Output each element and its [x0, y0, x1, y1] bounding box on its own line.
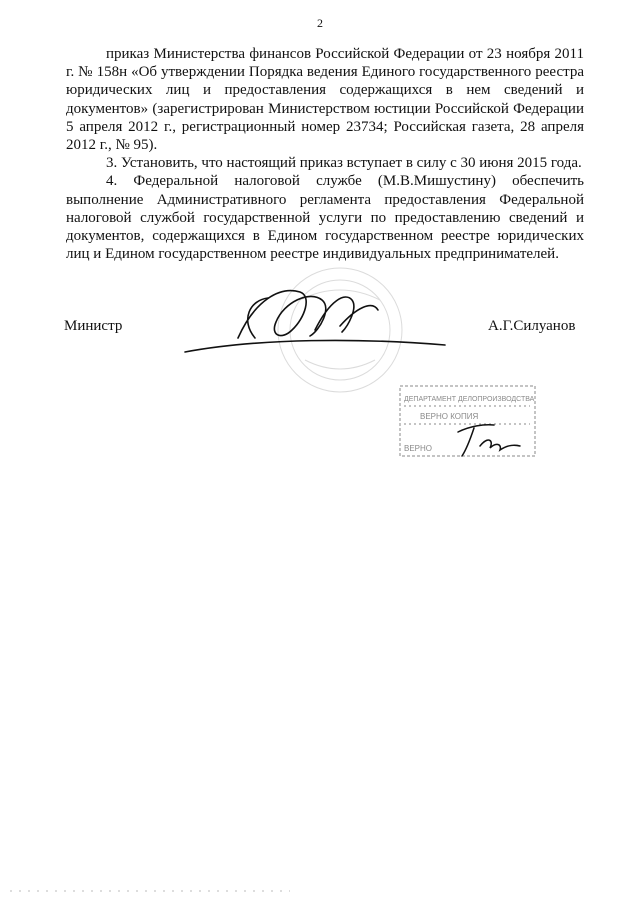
- page-number: 2: [317, 16, 323, 30]
- handwritten-signature: [185, 291, 445, 352]
- stamp-line-2: ВЕРНО КОПИЯ: [420, 412, 479, 421]
- paragraph-item-4: 4. Федеральной налоговой службе (М.В.Мишустину) обеспечить выполнение Административного регламента предоставления Федеральной налоговой службой государственной услуги по предоставлению сведений и документов, содержащихся в Едином государственном реестре юридических лиц и Едином государственном реестре индивидуальных предпринимателей.: [66, 173, 584, 263]
- scan-noise: [10, 890, 290, 892]
- round-seal: [278, 268, 402, 392]
- paragraph-item-3: 3. Установить, что настоящий приказ вступает в силу с 30 июня 2015 года.: [106, 155, 582, 172]
- stamp-line-1: ДЕПАРТАМЕНТ ДЕЛОПРОИЗВОДСТВА: [404, 396, 535, 403]
- signatory-title: Министр: [64, 318, 123, 334]
- paragraph-continuation: приказ Министерства финансов Российской Федерации от 23 ноября 2011 г. № 158н «Об утверждении Порядка ведения Единого государственного реестра юридических лиц и предоставления содержащихся в нем сведений и документов» (зарегистрирован Министерством юстиции Российской Федерации 5 апреля 2012 г., регистрационный номер 23734; Российская газета, 28 апреля 2012 г., № 95).: [66, 46, 584, 154]
- signatory-name: А.Г.Силуанов: [488, 318, 576, 334]
- stamp-line-3: ВЕРНО: [404, 444, 433, 453]
- stamp-signature: [458, 425, 520, 456]
